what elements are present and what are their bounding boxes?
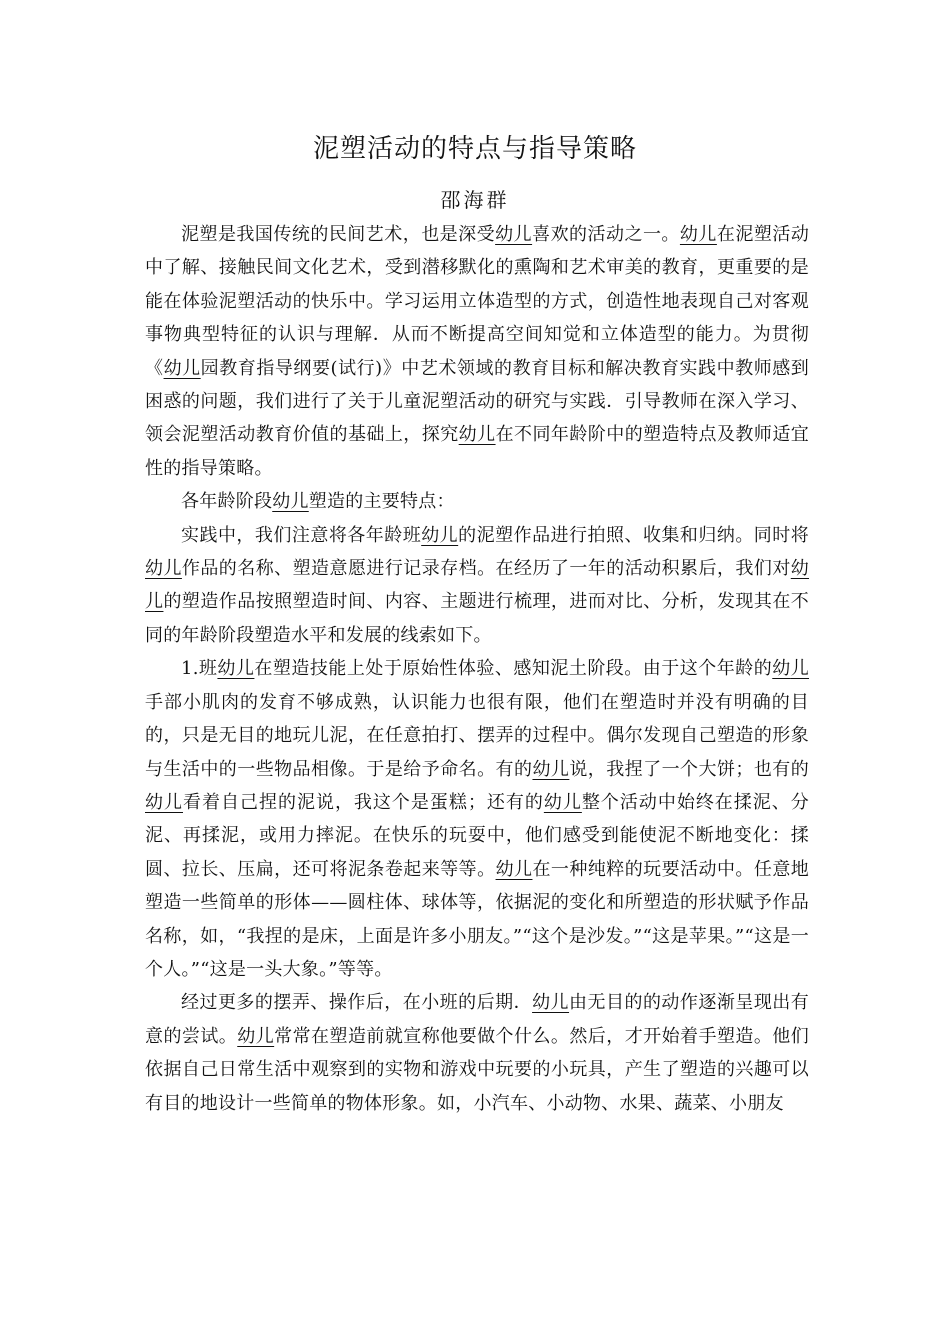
underlined-term: 幼儿 <box>145 791 183 813</box>
paragraph <box>145 218 809 485</box>
text-run: 分泥、再揉泥，或用力摔泥。在快乐的玩耍中，他们感受到能使泥不断地变化：揉 <box>145 791 810 847</box>
underlined-term: 幼儿 <box>421 524 459 546</box>
text-run: 泥塑是我国传统的民间艺术，也是深受 <box>181 224 496 245</box>
document-title: 泥塑活动的特点与指导策略 <box>312 134 637 164</box>
paragraph <box>145 986 809 1120</box>
underlined-term: 幼儿 <box>532 992 570 1014</box>
text-run: 由无目的的动作逐渐呈现出 <box>569 992 791 1014</box>
underlined-term: 幼儿 <box>495 224 533 245</box>
text-run: 塑造一些简单的形体——圆柱体、球体等，依据泥的变化和所塑造的形状赋予作 <box>145 892 791 914</box>
text-run: 说，我捏了一个大饼；也有 <box>569 758 791 780</box>
text-run: 为贯彻《 <box>145 324 810 379</box>
paragraph <box>145 485 809 518</box>
underlined-term: 幼 <box>772 658 791 680</box>
paragraph <box>145 519 809 653</box>
text-run: 的塑造特点及教师适宜性的指导策略。 <box>145 424 810 479</box>
text-run: 在不同年龄阶中 <box>495 424 625 446</box>
underlined-term: 幼儿 <box>458 424 496 446</box>
underlined-term: 幼儿 <box>163 357 201 379</box>
document-author: 邵海群 <box>440 188 510 212</box>
text-run: 品名称，如，“我捏的是床，上面是许多小朋友。”“这个是沙发。”“这是苹 <box>145 892 809 947</box>
underlined-term: 幼儿 <box>679 224 717 245</box>
text-run: 在塑造技能上处于原始性体验、感知泥土阶段。由于这个年龄的 <box>254 658 773 680</box>
text-run: 将 <box>790 524 810 546</box>
text-run: 象与生活中的一些物品相像。于是给予命名。有的 <box>145 725 809 780</box>
underlined-term: 幼儿 <box>145 558 810 613</box>
text-run: 教师感到困惑的问题，我们进行了关于儿童泥塑活动的研究与实践．引导教师在 <box>145 357 810 413</box>
document-body <box>145 218 809 1120</box>
text-run: 作品的名称、塑造意愿进行记录存档。在经历了一年的活动积累后，我们 <box>181 558 773 580</box>
text-run: 整个活动中始终在揉泥、 <box>581 791 791 813</box>
underlined-term: 幼儿 <box>145 558 182 580</box>
text-run: 塑造的主要特点： <box>308 491 455 513</box>
text-run: 圆、拉长、压扁，还可将泥条卷起来等等。 <box>145 858 496 880</box>
paragraph <box>145 652 809 986</box>
underlined-term: 幼儿 <box>495 858 533 880</box>
text-run: 看着自己捏的泥说，我这个是蛋糕；还有的 <box>183 791 544 813</box>
text-run: 的 <box>790 758 810 780</box>
underlined-term: 幼儿 <box>543 791 582 813</box>
text-run: 对客观事物典型特征的认识与理解．从而不断提高空间知觉和立体造型的能力。 <box>145 290 810 346</box>
text-run: 们依据自己日常生活中观察到的实物和游戏中玩要的小玩具，产生了塑造的兴趣 <box>145 1025 810 1081</box>
text-run: 喜欢的活动之一。 <box>532 224 680 245</box>
underlined-term: 儿 <box>790 658 810 680</box>
text-run: 常常在塑造前就宣称他要做个什么。然后，才开始着手塑造。他 <box>274 1025 791 1047</box>
text-run: 可以有目的地设计一些简单的物体形象。如，小汽车、小动物、水果、蔬菜、小朋友 <box>145 1059 809 1114</box>
text-run: 目的，只是无目的地玩儿泥，在任意拍打、摆弄的过程中。偶尔发现自己塑造的形 <box>145 691 809 747</box>
text-run: 园教育指导纲要(试行)》中艺术领域的教育目标和解决教育实践中 <box>200 357 736 379</box>
text-run: 有意的尝试。 <box>145 992 810 1047</box>
text-run: 在不同的年龄阶段塑造水平和发展的线索如下。 <box>145 591 810 646</box>
text-run: 的是能在体验泥塑活动的快乐中。学习运用立体造型的方式，创造性地表现自己 <box>145 257 809 312</box>
text-run: 在一种纯粹的玩要活动中。任意地 <box>532 858 810 880</box>
text-run: 的泥塑作品进行拍照、收集和归纳。同时 <box>458 524 791 546</box>
text-run: 各年龄阶段 <box>181 491 273 513</box>
underlined-term: 幼儿 <box>272 491 309 513</box>
text-run: 深入学习、领会泥塑活动教育价值的基础上，探究 <box>145 391 810 446</box>
text-run: 实践中，我们注意将各年龄班 <box>181 524 422 546</box>
underlined-term: 幼儿 <box>237 1025 275 1047</box>
text-run: 对 <box>772 558 791 580</box>
text-run: 的塑造作品按照塑造时间、内容、主题进行梳理，进而对比、分析，发现其 <box>163 591 773 613</box>
underlined-term: 幼儿 <box>217 658 255 680</box>
text-run: 在泥塑活 <box>716 224 791 245</box>
underlined-term: 幼儿 <box>532 758 570 780</box>
text-run: 经过更多的摆弄、操作后，在小班的后期． <box>181 992 533 1014</box>
text-run: 1.班 <box>181 658 218 680</box>
text-run: 果。”“这是一个人。”“这是一头大象。”等等。 <box>145 925 810 980</box>
text-run: 手部小肌肉的发育不够成熟，认识能力也很有限，他们在塑造时并没有明确的 <box>145 691 791 713</box>
text-run: 动中了解、接触民间文化艺术，受到潜移默化的熏陶和艺术审美的教育，更重要 <box>145 224 810 279</box>
